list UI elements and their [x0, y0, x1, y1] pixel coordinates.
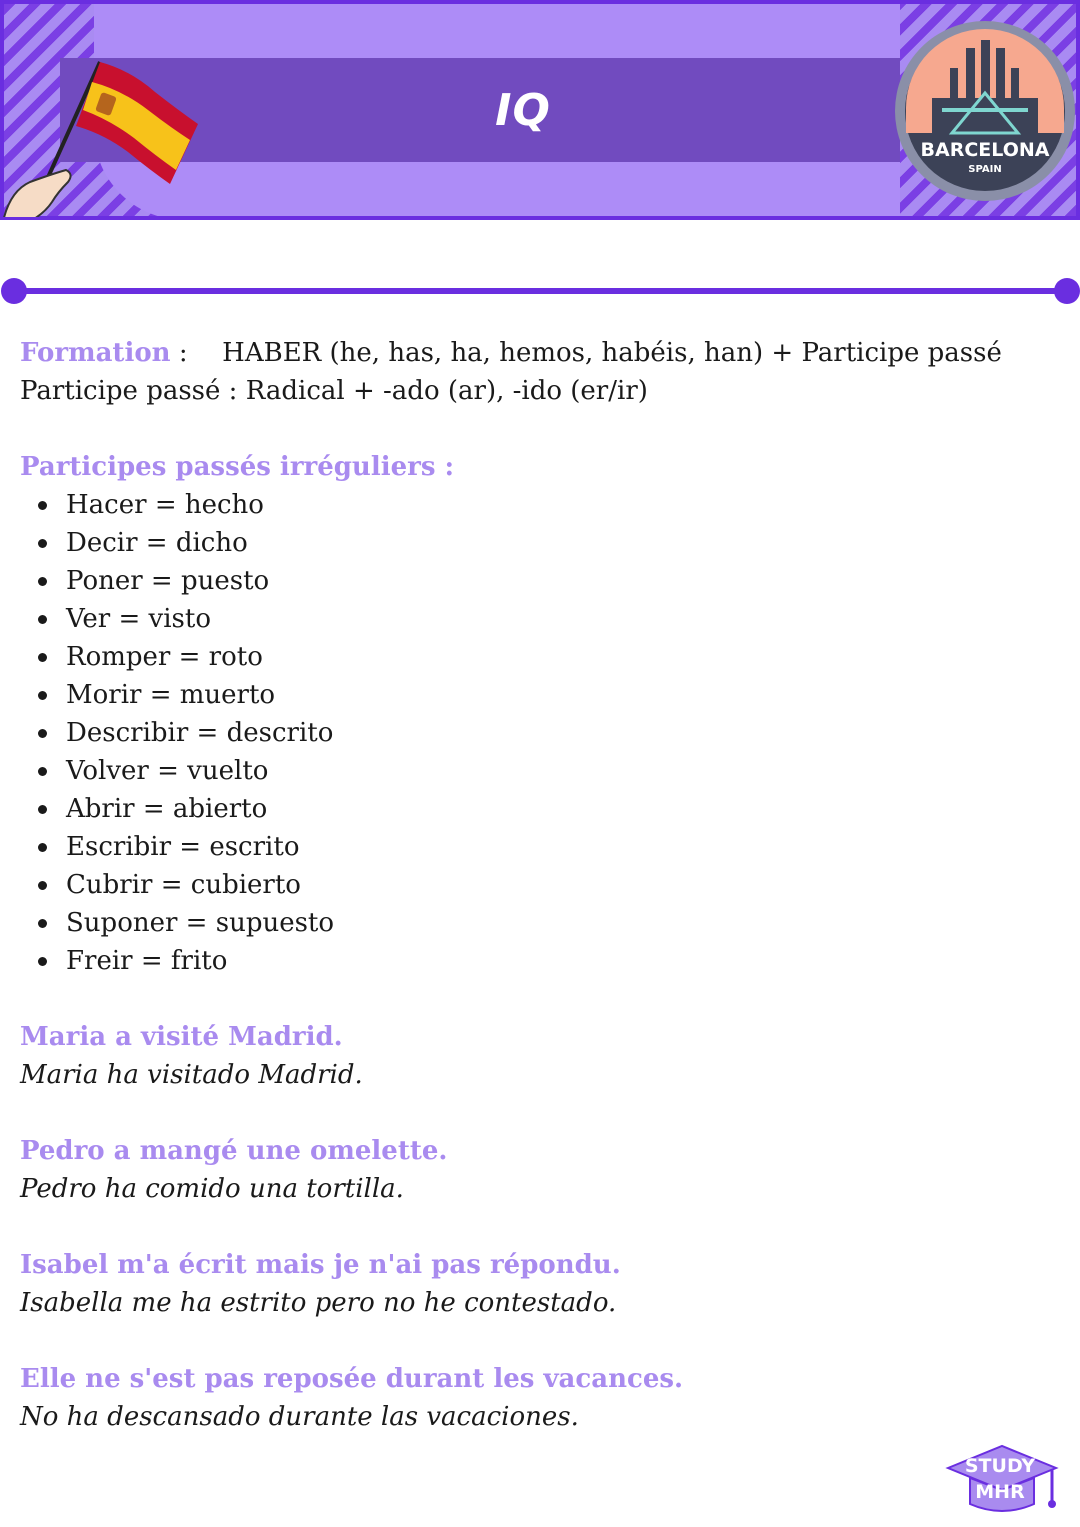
example-spanish: Isabella me ha estrito pero no he contestado. — [20, 1288, 617, 1318]
logo-text-study: STUDY — [964, 1455, 1036, 1477]
divider-dot-right — [1054, 278, 1080, 304]
formation-label: Formation — [20, 338, 171, 368]
list-item: Decir = dicho — [66, 524, 1060, 562]
list-item: Escribir = escrito — [66, 828, 1060, 866]
list-item: Romper = roto — [66, 638, 1060, 676]
logo-text-mhr: MHR — [975, 1481, 1025, 1503]
list-item: Poner = puesto — [66, 562, 1060, 600]
barcelona-badge-icon — [892, 18, 1078, 204]
list-item: Describir = descrito — [66, 714, 1060, 752]
badge-subtitle: SPAIN — [968, 164, 1002, 175]
list-item: Freir = frito — [66, 942, 1060, 980]
lesson-content — [20, 334, 1060, 1436]
formation-line — [20, 334, 1060, 372]
badge-title: BARCELONA — [920, 139, 1050, 161]
divider-dot-left — [1, 278, 27, 304]
example-french: Pedro a mangé une omelette. — [20, 1136, 448, 1166]
formation-rule: HABER (he, has, ha, hemos, habéis, han) + Participe passé — [222, 338, 1002, 368]
list-item: Ver = visto — [66, 600, 1060, 638]
example-spanish: Maria ha visitado Madrid. — [20, 1060, 363, 1090]
example-french: Elle ne s'est pas reposée durant les vacances. — [20, 1364, 684, 1394]
list-item: Volver = vuelto — [66, 752, 1060, 790]
divider — [14, 288, 1068, 294]
formation-colon: : — [178, 338, 188, 368]
list-item: Suponer = supuesto — [66, 904, 1060, 942]
graduation-cap-icon — [944, 1440, 1064, 1515]
list-item: Morir = muerto — [66, 676, 1060, 714]
example-french: Isabel m'a écrit mais je n'ai pas répondu. — [20, 1250, 621, 1280]
participle-rule: Participe passé : Radical + -ado (ar), -ido (er/ir) — [20, 376, 648, 406]
list-item: Abrir = abierto — [66, 790, 1060, 828]
example-spanish: No ha descansado durante las vacaciones. — [20, 1402, 579, 1432]
irregulars-heading: Participes passés irréguliers : — [20, 452, 455, 482]
example-french: Maria a visité Madrid. — [20, 1022, 343, 1052]
spain-flag-icon — [0, 52, 210, 217]
list-item: Hacer = hecho — [66, 486, 1060, 524]
page-title: IQ — [495, 84, 551, 136]
list-item: Cubrir = cubierto — [66, 866, 1060, 904]
irregulars-list — [20, 486, 1060, 980]
example-spanish: Pedro ha comido una tortilla. — [20, 1174, 404, 1204]
